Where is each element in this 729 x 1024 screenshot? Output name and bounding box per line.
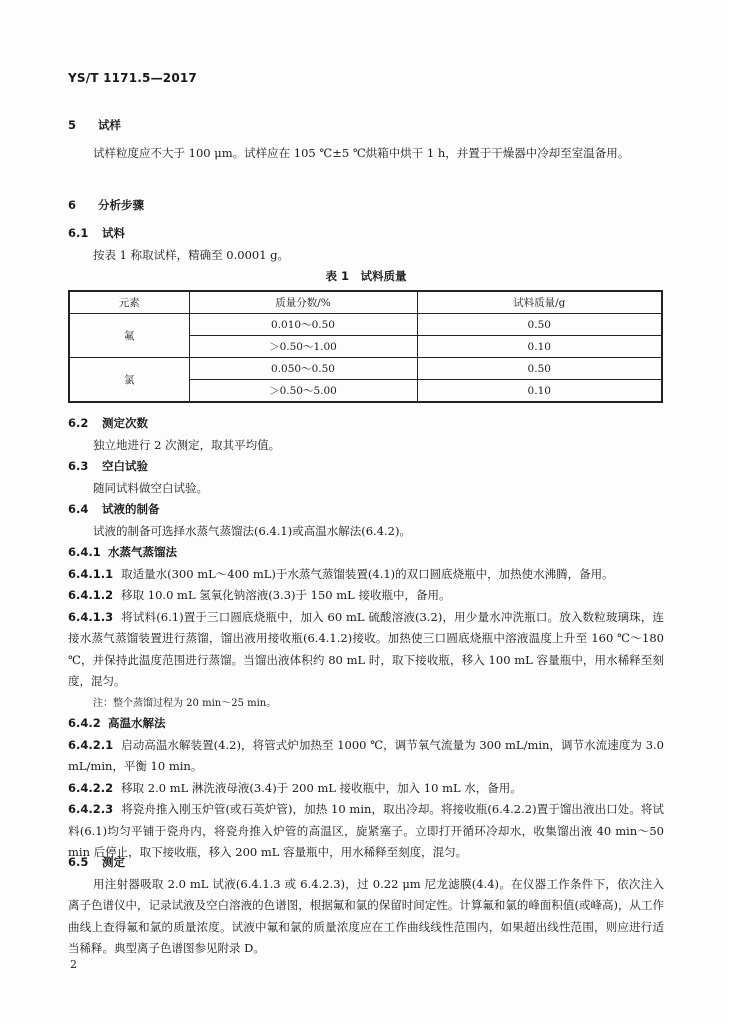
section-6-4-1 xyxy=(68,542,664,714)
element-cell: 氯 xyxy=(69,358,189,403)
table-title: 表 1 试料质量 xyxy=(325,269,407,283)
column-header: 元素 xyxy=(69,291,189,314)
page-number: 2 xyxy=(70,958,77,971)
mass-cell: 0.50 xyxy=(417,314,662,336)
section-6 xyxy=(68,195,664,217)
section-5 xyxy=(68,115,664,137)
section-text: 试液的制备可选择水蒸气蒸馏法(6.4.1)或高温水解法(6.4.2)。 xyxy=(93,523,411,538)
paragraph-6-4-1-3: 6.4.1.3 将试料(6.1)置于三口圆底烧瓶中，加入 60 mL 硫酸溶液(3.2)，用少量水冲洗瓶口。放入数粒玻璃珠，连接水蒸气蒸馏装置进行蒸馏，馏出液用接收瓶(6.4.1.2)接收。加热使三口圆底烧瓶中溶液温度上升至 160 ℃～180 ℃，并保持此温度范围进行蒸馏。当馏出液体积约 80 mL 时，取下接收瓶，移入 100 mL 容量瓶中，用水稀释至刻度，混匀。 xyxy=(68,609,664,688)
paragraph-6-4-2-3: 6.4.2.3 将瓷舟推入刚玉炉管(或石英炉管)，加热 10 min，取出冷却。将接收瓶(6.4.2.2)置于馏出液出口处。将试料(6.1)均匀平铺于瓷舟内，将瓷舟推入炉管的高温区，旋紧塞子。立即打开循环冷却水，收集馏出液 40 min～50 min 后停止，取下接收瓶，移入 200 mL 容量瓶中，用水稀释至刻度，混匀。 xyxy=(68,802,664,859)
table-row xyxy=(69,358,662,380)
section-heading: 6.4.1 水蒸气蒸馏法 xyxy=(68,545,177,559)
section-5-text: 试样粒度应不大于 100 μm。试样应在 105 ℃±5 ℃烘箱中烘干 1 h，并置于干燥器中冷却至室温备用。 xyxy=(93,146,630,160)
paragraph-6-4-1-1: 6.4.1.1 取适量水(300 mL～400 mL)于水蒸气蒸馏装置(4.1)的双口圆底烧瓶中，加热使水沸腾，备用。 xyxy=(68,566,614,581)
table-header-row xyxy=(69,291,662,314)
range-cell: 0.050～0.50 xyxy=(189,358,417,380)
section-text: 随同试料做空白试验。 xyxy=(93,480,208,495)
range-cell: ＞0.50～5.00 xyxy=(189,380,417,403)
standard-code: YS/T 1171.5—2017 xyxy=(68,71,197,85)
section-heading: 6.3 空白试验 xyxy=(68,459,148,473)
section-heading: 6.4.2 高温水解法 xyxy=(68,716,166,730)
section-6-3 xyxy=(68,456,664,499)
note: 注：整个蒸馏过程为 20 min～25 min。 xyxy=(93,697,277,709)
section-text: 独立地进行 2 次测定，取其平均值。 xyxy=(93,437,281,452)
column-header: 质量分数/% xyxy=(189,291,417,314)
section-6-4-2 xyxy=(68,713,664,864)
paragraph-6-4-1-2: 6.4.1.2 移取 10.0 mL 氢氧化钠溶液(3.3)于 150 mL 接收瓶中，备用。 xyxy=(68,588,451,602)
paragraph-6-4-2-1: 6.4.2.1 启动高温水解装置(4.2)，将管式炉加热至 1000 ℃，调节氧气流量为 300 mL/min，调节水流速度为 3.0 mL/min，平衡 10 min。 xyxy=(68,737,664,773)
section-text: 用注射器吸取 2.0 mL 试液(6.4.1.3 或 6.4.2.3)，过 0.22 μm 尼龙滤膜(4.4)。在仪器工作条件下，依次注入离子色谱仪中，记录试液及空白溶液的色谱图，根据氟和氯的保留时间定性。计算氟和氯的峰面积值(或峰高)，从工作曲线上查得氟和氯的质量浓度。试液中氟和氯的质量浓度应在工作曲线线性范围内，如果超出线性范围，则应进行适当稀释。典型离子色谱图参见附录 D。 xyxy=(68,876,664,955)
range-cell: ＞0.50～1.00 xyxy=(189,336,417,358)
table-row xyxy=(69,314,662,336)
section-heading: 6.1 试料 xyxy=(68,226,125,240)
section-6-1 xyxy=(68,223,664,266)
column-header: 试料质量/g xyxy=(417,291,662,314)
mass-cell: 0.50 xyxy=(417,358,662,380)
element-cell: 氟 xyxy=(69,314,189,358)
section-6-2 xyxy=(68,413,664,456)
paragraph-6-4-2-2: 6.4.2.2 移取 2.0 mL 淋洗液母液(3.4)于 200 mL 接收瓶中，加入 10 mL 水，备用。 xyxy=(68,780,522,795)
sample-mass-table xyxy=(68,290,663,403)
mass-cell: 0.10 xyxy=(417,380,662,403)
section-heading: 6.5 测定 xyxy=(68,855,125,869)
section-heading: 6 分析步骤 xyxy=(68,198,144,212)
section-heading: 5 试样 xyxy=(68,118,121,132)
section-heading: 6.4 试液的制备 xyxy=(68,502,160,516)
mass-cell: 0.10 xyxy=(417,336,662,358)
section-text: 按表 1 称取试样，精确至 0.0001 g。 xyxy=(93,247,290,262)
section-6-5 xyxy=(68,852,664,960)
range-cell: 0.010～0.50 xyxy=(189,314,417,336)
section-heading: 6.2 测定次数 xyxy=(68,416,148,430)
section-6-4 xyxy=(68,499,664,542)
